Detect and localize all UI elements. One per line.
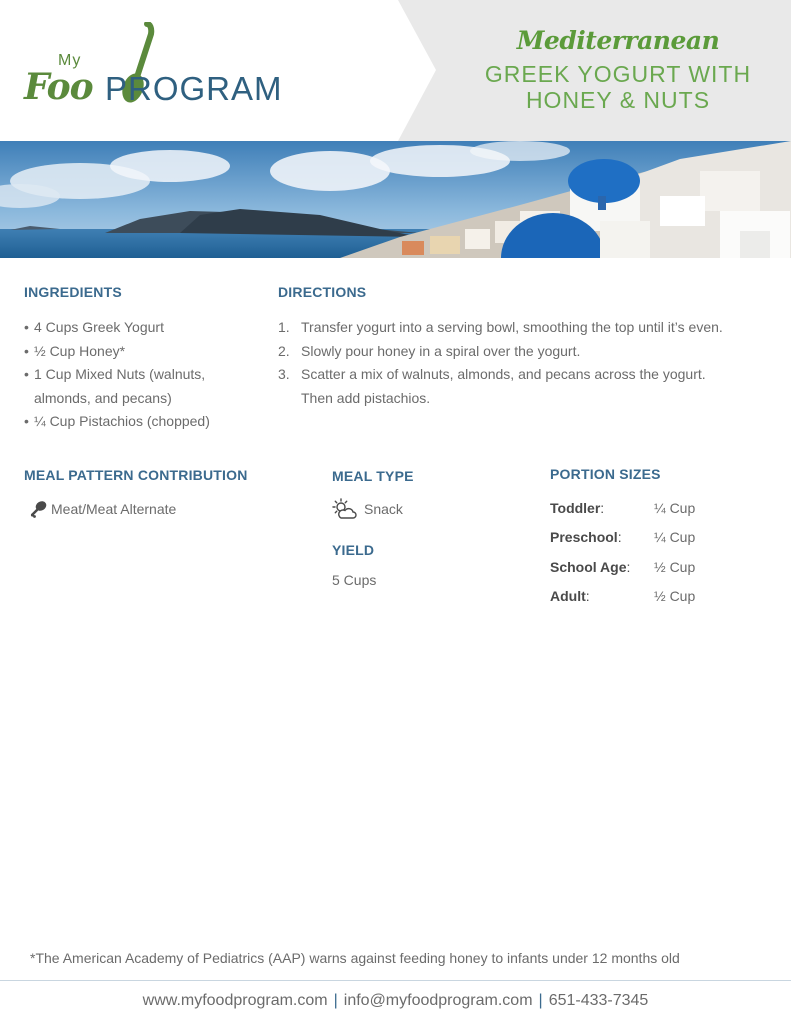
yield-heading: YIELD <box>332 542 375 558</box>
portion-label <box>550 500 604 516</box>
step-text: Scatter a mix of walnuts, almonds, and pecans across the yogurt. <box>301 366 706 382</box>
ingredient-item <box>24 363 254 410</box>
separator: | <box>333 992 338 1009</box>
portion-label-text: Preschool <box>550 529 618 546</box>
ingredient-text: 1 Cup Mixed Nuts (walnuts, <box>34 366 206 382</box>
portion-colon: : <box>585 587 590 604</box>
portion-value: ½ Cup <box>654 587 696 604</box>
title-line-1: GREEK YOGURT WITH <box>484 61 752 87</box>
logo-my: My <box>58 52 82 69</box>
portion-label <box>550 588 590 604</box>
directions-list <box>278 316 778 410</box>
title-line-2: HONEY & NUTS <box>525 87 711 113</box>
bullet: • <box>24 413 29 429</box>
portion-sizes-table <box>550 500 770 617</box>
directions-heading: DIRECTIONS <box>278 284 367 300</box>
portion-value: ¼ Cup <box>654 529 696 546</box>
step-number: 3. <box>278 366 290 382</box>
meal-type-heading: MEAL TYPE <box>332 468 414 484</box>
ingredient-item <box>24 410 254 434</box>
meal-pattern-text: Meat/Meat Alternate <box>51 501 177 517</box>
direction-step <box>278 363 778 410</box>
honey-footnote: *The American Academy of Pediatrics (AAP) warns against feeding honey to infants under 12 months old <box>30 950 680 966</box>
santorini-illustration <box>0 141 791 258</box>
portion-value: ¼ Cup <box>654 500 696 516</box>
portion-label-text: School Age <box>550 558 627 575</box>
website-link[interactable]: www.myfoodprogram.com <box>142 992 328 1009</box>
meal-type-item <box>332 498 403 520</box>
logo <box>22 22 312 112</box>
bullet: • <box>24 366 29 382</box>
bullet: • <box>24 342 29 359</box>
portion-row <box>550 500 770 529</box>
ingredient-item <box>24 316 254 340</box>
ingredient-text: ¼ Cup Pistachios (chopped) <box>34 413 210 429</box>
phone-number[interactable]: 651-433-7345 <box>548 992 649 1009</box>
portion-label <box>550 529 622 545</box>
portion-label-text: Toddler <box>550 500 601 516</box>
portion-label <box>550 559 630 575</box>
banner-image <box>0 141 791 258</box>
portion-sizes-heading: PORTION SIZES <box>550 466 661 482</box>
meal-pattern-heading: MEAL PATTERN CONTRIBUTION <box>24 467 248 483</box>
ingredient-text: 4 Cups Greek Yogurt <box>34 319 164 335</box>
bullet: • <box>24 319 29 335</box>
meal-pattern-item <box>30 500 176 518</box>
step-number: 1. <box>278 319 290 335</box>
email-link[interactable]: info@myfoodprogram.com <box>343 992 533 1009</box>
footer-divider <box>0 980 791 981</box>
yield-value: 5 Cups <box>332 572 377 588</box>
ingredients-list <box>24 316 254 434</box>
separator: | <box>538 992 543 1009</box>
portion-label-text: Adult <box>550 587 586 604</box>
direction-step <box>278 316 778 340</box>
drumstick-icon <box>30 500 48 518</box>
portion-colon: : <box>626 558 631 575</box>
direction-step <box>278 340 778 364</box>
logo-foo: Foo <box>24 66 93 108</box>
footer-contact <box>0 992 791 1010</box>
step-text-cont: Then add pistachios. <box>301 389 431 406</box>
ingredients-heading: INGREDIENTS <box>24 284 122 300</box>
step-text: Slowly pour honey in a spiral over the yogurt. <box>301 342 581 359</box>
header <box>0 0 791 141</box>
portion-row <box>550 588 770 617</box>
portion-row <box>550 529 770 558</box>
meal-type-text: Snack <box>364 501 403 517</box>
ingredient-text-cont: almonds, and pecans) <box>34 389 172 406</box>
portion-colon: : <box>617 529 622 546</box>
step-number: 2. <box>278 342 290 359</box>
ingredient-text: ½ Cup Honey* <box>34 342 126 359</box>
recipe-title <box>445 26 791 113</box>
portion-row <box>550 559 770 588</box>
logo-program: PROGRAM <box>105 70 283 107</box>
step-text: Transfer yogurt into a serving bowl, smoothing the top until it’s even. <box>301 319 723 335</box>
ingredient-item <box>24 340 254 364</box>
sun-cloud-icon <box>332 498 357 520</box>
title-cuisine: Mediterranean <box>516 26 720 55</box>
portion-value: ½ Cup <box>654 558 696 575</box>
portion-colon: : <box>600 500 605 516</box>
